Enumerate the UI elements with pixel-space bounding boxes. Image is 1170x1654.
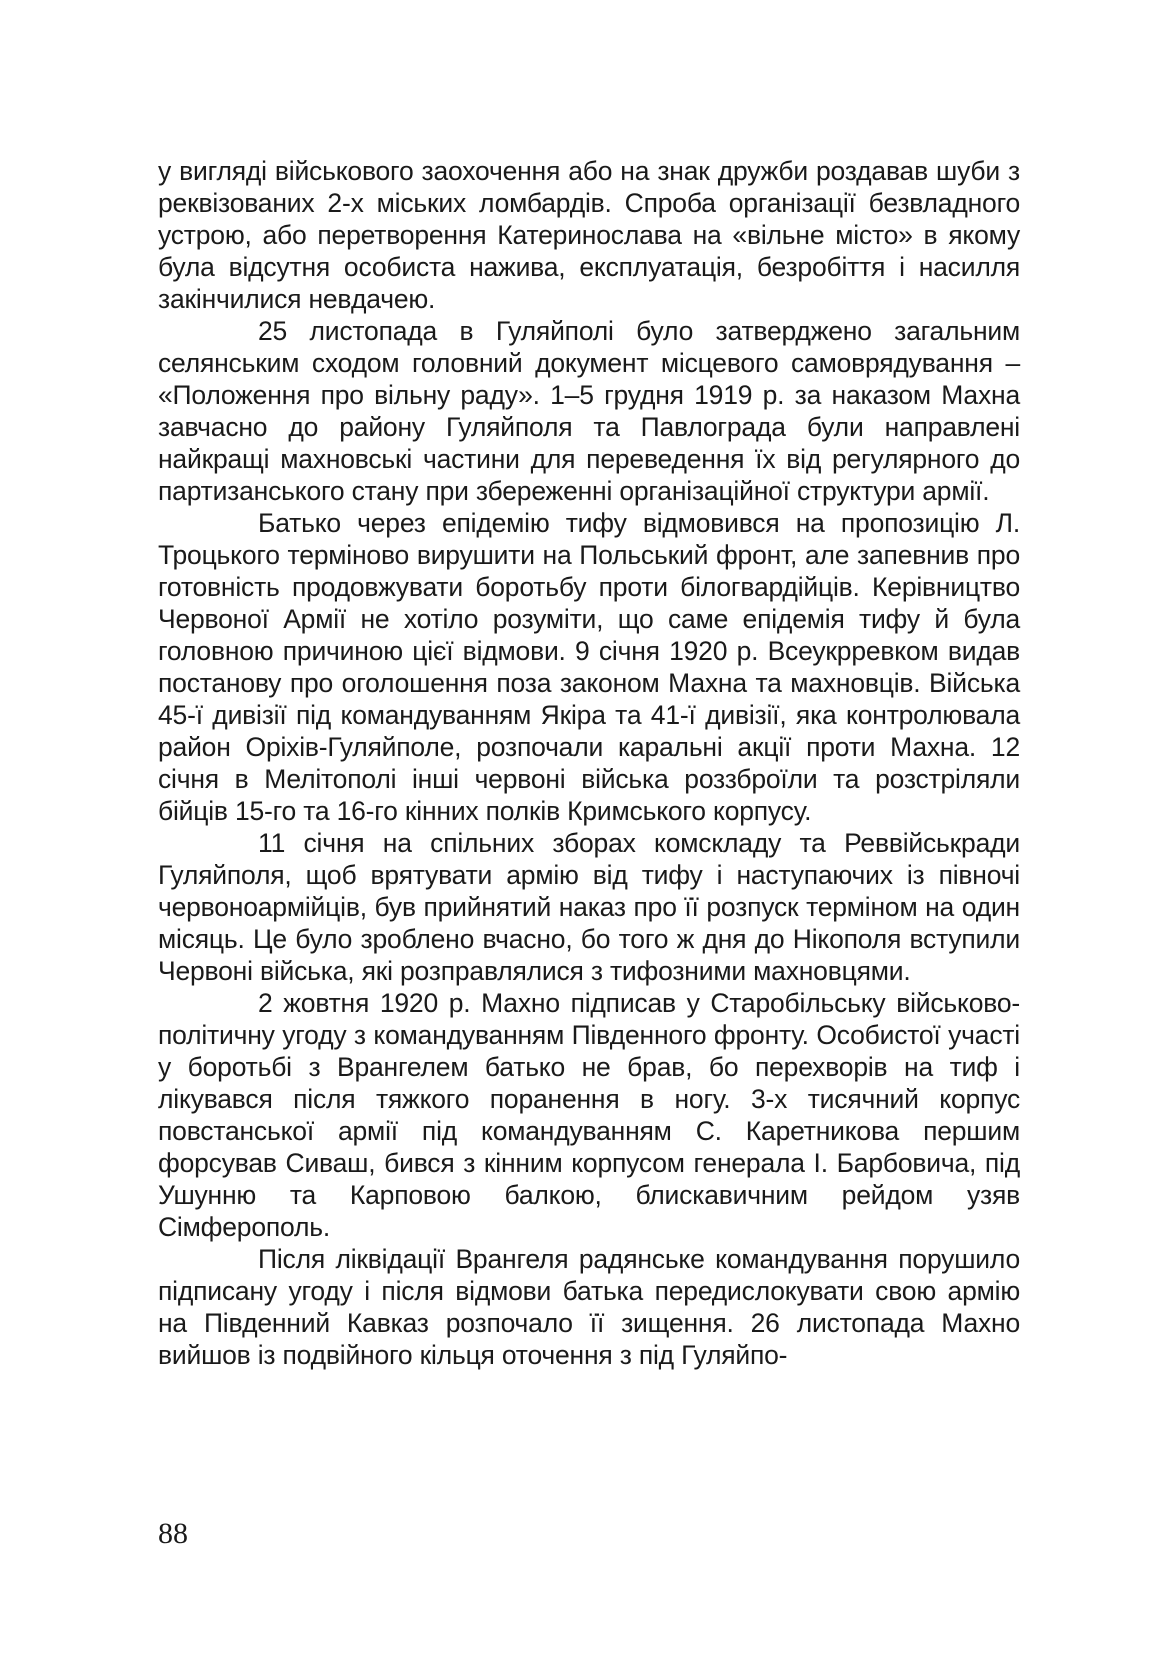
paragraph-3: Батько через епідемію тифу відмовився на пропозицію Л. Троцького терміново вирушити на Польський фронт, але запевнив про готовність продовжувати боротьбу проти білогвардійців. Керівництво Червоної Армії не хотіло розуміти, що саме епідемія тифу й була головною причиною цієї відмови. 9 січня 1920 р. Всеукрревком видав постанову про оголошення поза законом Махна та махновців. Війська 45-ї дивізії під командуванням Якіра та 41-ї дивізії, яка контролювала район Оріхів-Гуляйполе, розпочали каральні акції проти Махна. 12 січня в Мелітополі інші червоні війська роззброїли та розстріляли бійців 15-го та 16-го кінних полків Кримського корпусу. xyxy=(158,508,1020,826)
paragraph-2: 25 листопада в Гуляйполі було затверджено загальним селянським сходом головний документ місцевого самоврядування – «Положення про вільну раду». 1–5 грудня 1919 р. за наказом Махна завчасно до району Гуляйполя та Павлограда були направлені найкращі махновські частини для переведення їх від регулярного до партизанського стану при збереженні організаційної структури армії. xyxy=(158,316,1020,506)
paragraph-6: Після ліквідації Врангеля радянське командування порушило підписану угоду і після відмови батька передислокувати свою армію на Південний Кавказ розпочало її зищення. 26 листопада Махно вийшов із подвійного кільця оточення з під Гуляйпо- xyxy=(158,1244,1020,1370)
body-text xyxy=(158,155,1020,1371)
paragraph-1: у вигляді військового заохочення або на знак дружби роздавав шуби з реквізованих 2-х міських ломбардів. Спроба організації безвладного устрою, або перетворення Катеринослава на «вільне місто» в якому була відсутня особиста нажива, експлуатація, безробіття і насилля закінчилися невдачею. xyxy=(158,156,1020,314)
page-number: 88 xyxy=(158,1517,188,1550)
paragraph-5: 2 жовтня 1920 р. Махно підписав у Старобільську військово-політичну угоду з командуванням Південного фронту. Особистої участі у боротьбі з Врангелем батько не брав, бо перехворів на тиф і лікувався після тяжкого поранення в ногу. 3-х тисячний корпус повстанської армії під командуванням С. Каретникова першим форсував Сиваш, бився з кінним корпусом генерала І. Барбовича, під Ушунню та Карповою балкою, блискавичним рейдом узяв Сімферополь. xyxy=(158,988,1020,1242)
paragraph-4: 11 січня на спільних зборах комскладу та Реввійськради Гуляйполя, щоб врятувати армію від тифу і наступаючих із півночі червоноармійців, був прийнятий наказ про її розпуск терміном на один місяць. Це було зроблено вчасно, бо того ж дня до Нікополя вступили Червоні війська, які розправлялися з тифозними махновцями. xyxy=(158,828,1020,986)
